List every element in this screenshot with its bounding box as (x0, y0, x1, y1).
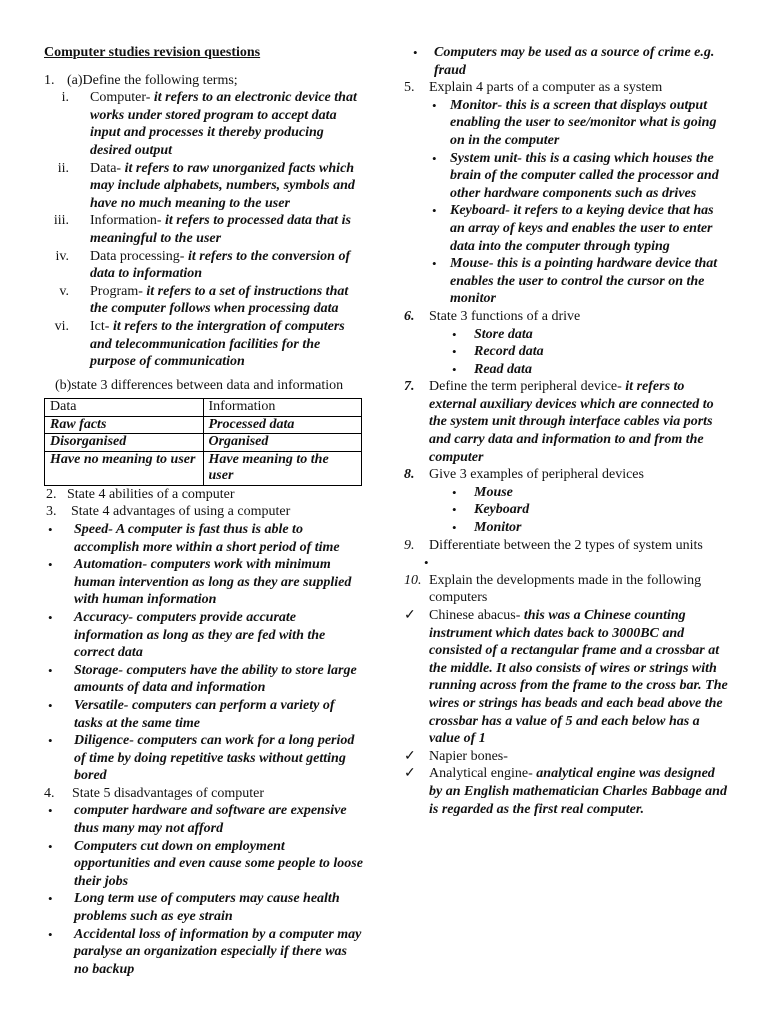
answer-text: it refers to external auxiliary devices which are connected to the system unit through interface cables via ports and carry data and information to and from the computer (429, 379, 714, 465)
term-item (44, 89, 364, 159)
question-9 (404, 537, 728, 555)
question-2 (44, 486, 364, 504)
bullet-icon: • (452, 344, 457, 360)
bullet-icon: • (413, 45, 418, 60)
term-item (44, 160, 364, 213)
table-row (45, 451, 362, 485)
bullet-icon: • (432, 150, 437, 166)
bullet-icon: • (432, 203, 437, 219)
term-label: Information- (90, 213, 162, 229)
table-cell: Have no meaning to user (45, 451, 204, 485)
list-item (404, 361, 728, 379)
question-text: Explain 4 parts of a computer as a system (429, 80, 663, 96)
question-8 (404, 466, 728, 484)
term-label: Data processing- (90, 248, 185, 264)
term-number: ii. (57, 160, 69, 176)
term-label: Program- (90, 283, 143, 299)
list-item (404, 326, 728, 344)
part-text: Monitor- this is a screen that displays output enabling the user to see/monitor what is going on in the computer (450, 97, 717, 148)
part-text: Keyboard- it refers to a keying device that has an array of keys and enables the user to enter data into the computer through typing (450, 203, 714, 254)
question-number: 10. (404, 572, 422, 588)
disadvantage-text: Computers cut down on employment opportunities and even cause some people to loose their jobs (74, 838, 363, 889)
bullet-icon: • (452, 361, 457, 377)
device-text: Keyboard (474, 502, 530, 518)
table-row (45, 416, 362, 434)
list-item (404, 343, 728, 361)
term-number: iii. (53, 213, 69, 229)
device-text: Mouse (474, 484, 513, 500)
term-item (44, 318, 364, 371)
bullet-icon: • (432, 97, 437, 113)
list-item (44, 662, 364, 697)
part-text: Mouse- this is a pointing hardware device that enables the user to control the cursor on the monitor (450, 256, 718, 307)
question-number: 5. (404, 80, 415, 96)
question-5 (404, 79, 728, 97)
term-label: Ict- (90, 318, 110, 334)
bullet-icon: • (48, 733, 53, 749)
question-10 (404, 572, 728, 607)
question-text: State 4 advantages of using a computer (71, 504, 291, 520)
term-label: Computer- (90, 90, 151, 106)
term-definition: it refers to the intergration of computers and telecommunication facilities for the purpose of communication (90, 318, 345, 370)
document-title: Computer studies revision questions (44, 45, 261, 60)
term-definition: it refers to a set of instructions that the computer follows when processing data (90, 283, 349, 317)
list-item (404, 607, 728, 748)
bullet-icon: • (48, 803, 53, 819)
bullet-icon: • (48, 557, 53, 573)
item-answer: this was a Chinese counting instrument which dates back to 3000BC and consisted of a rectangular frame and a crossbar at the middle. It also consists of wires or strings with running across from the frame to the cross bar. The wires or strings has beads and each bead above the crossbar has a value of 5 and each below has a value of 1 (429, 608, 728, 747)
checkmark-icon: ✓ (404, 748, 416, 764)
term-item (44, 212, 364, 247)
function-text: Read data (474, 361, 532, 377)
question-text: Give 3 examples of peripheral devices (429, 467, 644, 483)
list-item (44, 890, 364, 925)
table-header-cell: Data (45, 399, 204, 417)
bullet-icon: • (452, 484, 457, 500)
question-number: 9. (404, 537, 415, 553)
bullet-icon: • (48, 891, 53, 907)
table-cell: Processed data (203, 416, 362, 434)
bullet-icon: • (432, 256, 437, 272)
term-number: i. (61, 90, 69, 106)
question-1 (44, 72, 364, 90)
item-label: Analytical engine- (429, 766, 533, 782)
list-item (404, 748, 728, 766)
data-vs-information-table (44, 398, 362, 486)
bullet-icon: • (48, 926, 53, 942)
device-text: Monitor (474, 520, 522, 536)
list-item (404, 255, 728, 308)
list-item (44, 521, 364, 556)
bullet-icon: • (48, 609, 53, 625)
list-item (404, 202, 728, 255)
question-text: Differentiate between the 2 types of system units (429, 537, 703, 553)
list-item (404, 44, 728, 79)
question-text: State 3 functions of a drive (429, 308, 581, 324)
table-header-row (45, 399, 362, 417)
question-text: Define the term peripheral device- (429, 379, 622, 395)
question-number: 7. (404, 379, 415, 395)
question-text: Explain the developments made in the following computers (429, 572, 702, 606)
bullet-icon: • (48, 697, 53, 713)
list-item (404, 484, 728, 502)
list-item (404, 97, 728, 150)
disadvantage-text: Long term use of computers may cause health problems such as eye strain (74, 891, 340, 925)
question-number: 2. (46, 486, 57, 502)
question-1b: (b)state 3 differences between data and information (55, 377, 344, 393)
table-header-cell: Information (203, 399, 362, 417)
advantage-text: Diligence- computers can work for a long period of time by doing repetitive tasks without getting bored (74, 733, 355, 784)
term-definition: it refers to processed data that is meaningful to the user (90, 213, 351, 246)
term-number: iv. (55, 248, 69, 264)
item-label: Napier bones- (429, 748, 508, 764)
right-column (404, 44, 728, 818)
list-item (44, 802, 364, 837)
list-item (404, 554, 728, 572)
bullet-icon: • (48, 521, 53, 537)
list-item (404, 150, 728, 203)
table-row (45, 434, 362, 452)
term-item (44, 283, 364, 318)
list-item (44, 556, 364, 609)
question-text: (a)Define the following terms; (67, 72, 238, 88)
function-text: Record data (474, 344, 544, 360)
bullet-icon: • (452, 520, 457, 536)
term-label: Data- (90, 160, 122, 176)
table-cell: Disorganised (45, 434, 204, 452)
term-definition: it refers to an electronic device that works under stored program to accept data input and processes it thereby producing desired output (90, 90, 357, 158)
question-number: 4. (44, 785, 55, 801)
disadvantage-text: Accidental loss of information by a computer may paralyse an organization especially if there was no backup (74, 926, 362, 977)
list-item (404, 501, 728, 519)
question-text: State 5 disadvantages of computer (72, 785, 265, 801)
advantage-text: Storage- computers have the ability to store large amounts of data and information (74, 662, 357, 696)
question-text: State 4 abilities of a computer (67, 486, 235, 502)
table-cell: Have meaning to the user (203, 451, 362, 485)
advantage-text: Automation- computers work with minimum human intervention as long as they are supplied with human information (74, 557, 352, 608)
list-item (404, 519, 728, 537)
term-number: v. (59, 283, 69, 299)
term-item (44, 248, 364, 283)
question-6 (404, 308, 728, 326)
bullet-icon: • (424, 555, 429, 571)
list-item (44, 609, 364, 662)
term-number: vi. (54, 318, 69, 334)
bullet-icon: • (48, 662, 53, 678)
advantage-text: Speed- A computer is fast thus is able to accomplish more within a short period of time (74, 521, 340, 555)
bullet-icon: • (48, 838, 53, 854)
disadvantage-text: Computers may be used as a source of crime e.g. fraud (434, 45, 715, 78)
question-number: 1. (44, 72, 55, 88)
question-3 (44, 503, 364, 521)
table-cell: Raw facts (45, 416, 204, 434)
term-definition: it refers to raw unorganized facts which may include alphabets, numbers, symbols and have no much meaning to the user (90, 160, 355, 211)
table-cell: Organised (203, 434, 362, 452)
checkmark-icon: ✓ (404, 766, 416, 782)
question-number: 3. (46, 504, 57, 520)
term-definition: it refers to the conversion of data to information (90, 248, 351, 282)
advantage-text: Versatile- computers can perform a variety of tasks at the same time (74, 697, 335, 731)
bullet-icon: • (452, 502, 457, 518)
list-item (404, 765, 728, 818)
question-7 (404, 378, 728, 466)
question-4 (44, 785, 364, 803)
question-number: 8. (404, 467, 415, 483)
list-item (44, 697, 364, 732)
list-item (44, 732, 364, 785)
left-column (44, 44, 364, 978)
disadvantage-text: computer hardware and software are expensive thus many may not afford (74, 803, 347, 837)
part-text: System unit- this is a casing which houses the brain of the computer called the processor and other hardware components such as drives (450, 150, 719, 201)
question-number: 6. (404, 308, 415, 324)
bullet-icon: • (452, 326, 457, 342)
list-item (44, 926, 364, 979)
item-label: Chinese abacus- (429, 608, 521, 623)
item-answer: analytical engine was designed by an English mathematician Charles Babbage and is regarded as the first real computer. (429, 766, 727, 817)
checkmark-icon: ✓ (404, 608, 416, 623)
function-text: Store data (474, 326, 533, 342)
list-item (44, 838, 364, 891)
advantage-text: Accuracy- computers provide accurate information as long as they are fed with the correct data (74, 609, 326, 661)
